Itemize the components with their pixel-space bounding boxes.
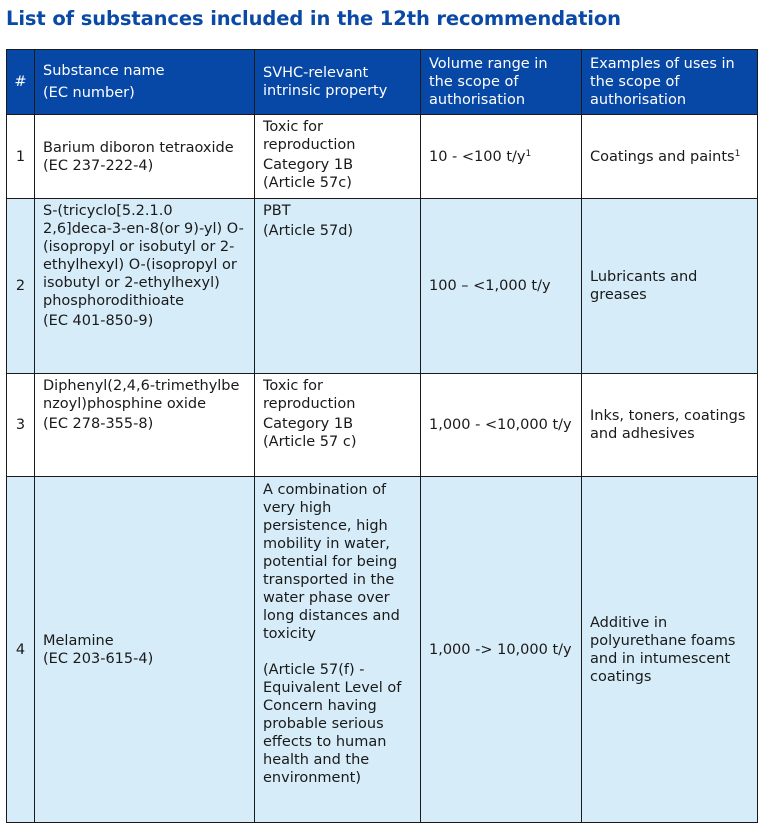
- uses-cell: [582, 115, 758, 199]
- table-row: [7, 199, 758, 374]
- header-ec-number-label: (EC number): [43, 85, 135, 101]
- substance-name: S-(tricyclo[5.2.1.0 2,6]deca-3-en-8(or 9)-yl) O-(isopropyl or isobutyl or 2-ethylhexyl) O-(isopropyl or isobutyl or 2-ethylhexyl) phosphorodithioate: [43, 203, 244, 309]
- footnote-marker: 1: [734, 148, 741, 159]
- substances-table: [6, 49, 758, 823]
- property-article: (Article 57d): [263, 223, 354, 239]
- uses-cell: Additive in polyurethane foams and in intumescent coatings: [582, 477, 758, 823]
- ec-number: (EC 401-850-9): [43, 313, 154, 329]
- substance-name: Barium diboron tetraoxide: [43, 139, 234, 156]
- property-category: Category 1B: [263, 157, 354, 173]
- substance-cell: [35, 199, 255, 374]
- ec-number: (EC 237-222-4): [43, 157, 154, 174]
- table-row: [7, 115, 758, 199]
- property-text: Toxic for reproduction: [263, 378, 356, 412]
- property-cell: [255, 374, 421, 477]
- property-article: (Article 57(f) - Equivalent Level of Concern having probable serious effects to human health and the environment): [263, 662, 402, 786]
- substance-cell: [35, 374, 255, 477]
- uses-cell: Inks, toners, coatings and adhesives: [582, 374, 758, 477]
- ec-number: (EC 203-615-4): [43, 650, 154, 667]
- property-article: (Article 57c): [263, 175, 352, 191]
- row-number: 1: [7, 115, 35, 199]
- page-title: List of substances included in the 12th recommendation: [6, 7, 621, 30]
- table-header-row: [7, 50, 758, 115]
- header-volume: Volume range in the scope of authorisation: [421, 50, 582, 115]
- table-row: [7, 477, 758, 823]
- header-uses: Examples of uses in the scope of authorisation: [582, 50, 758, 115]
- substance-name: Diphenyl(2,4,6-trimethylbenzoyl)phosphine oxide: [43, 378, 240, 412]
- property-category: Category 1B: [263, 416, 354, 432]
- header-substance-name-label: Substance name: [43, 63, 165, 79]
- header-substance-name: [35, 50, 255, 115]
- footnote-marker: 1: [525, 148, 532, 159]
- volume-text: 10 - <100 t/y: [429, 148, 526, 165]
- header-property: SVHC-relevant intrinsic property: [255, 50, 421, 115]
- property-cell: [255, 477, 421, 823]
- property-cell: [255, 199, 421, 374]
- volume-cell: [421, 115, 582, 199]
- property-text: PBT: [263, 203, 291, 219]
- property-text: A combination of very high persistence, high mobility in water, potential for being transported in the water phase over long distances and toxicity: [263, 482, 400, 642]
- substance-cell: [35, 477, 255, 823]
- row-number: 4: [7, 477, 35, 823]
- row-number: 3: [7, 374, 35, 477]
- ec-number: (EC 278-355-8): [43, 416, 154, 432]
- volume-cell: 100 – <1,000 t/y: [421, 199, 582, 374]
- header-number: #: [7, 50, 35, 115]
- property-text: Toxic for reproduction: [263, 119, 356, 153]
- volume-cell: 1,000 -> 10,000 t/y: [421, 477, 582, 823]
- substance-name: Melamine: [43, 632, 114, 649]
- property-cell: [255, 115, 421, 199]
- volume-cell: 1,000 - <10,000 t/y: [421, 374, 582, 477]
- table-row: [7, 374, 758, 477]
- uses-text: Coatings and paints: [590, 148, 735, 165]
- substance-cell: [35, 115, 255, 199]
- uses-cell: Lubricants and greases: [582, 199, 758, 374]
- row-number: 2: [7, 199, 35, 374]
- property-article: (Article 57 c): [263, 434, 357, 450]
